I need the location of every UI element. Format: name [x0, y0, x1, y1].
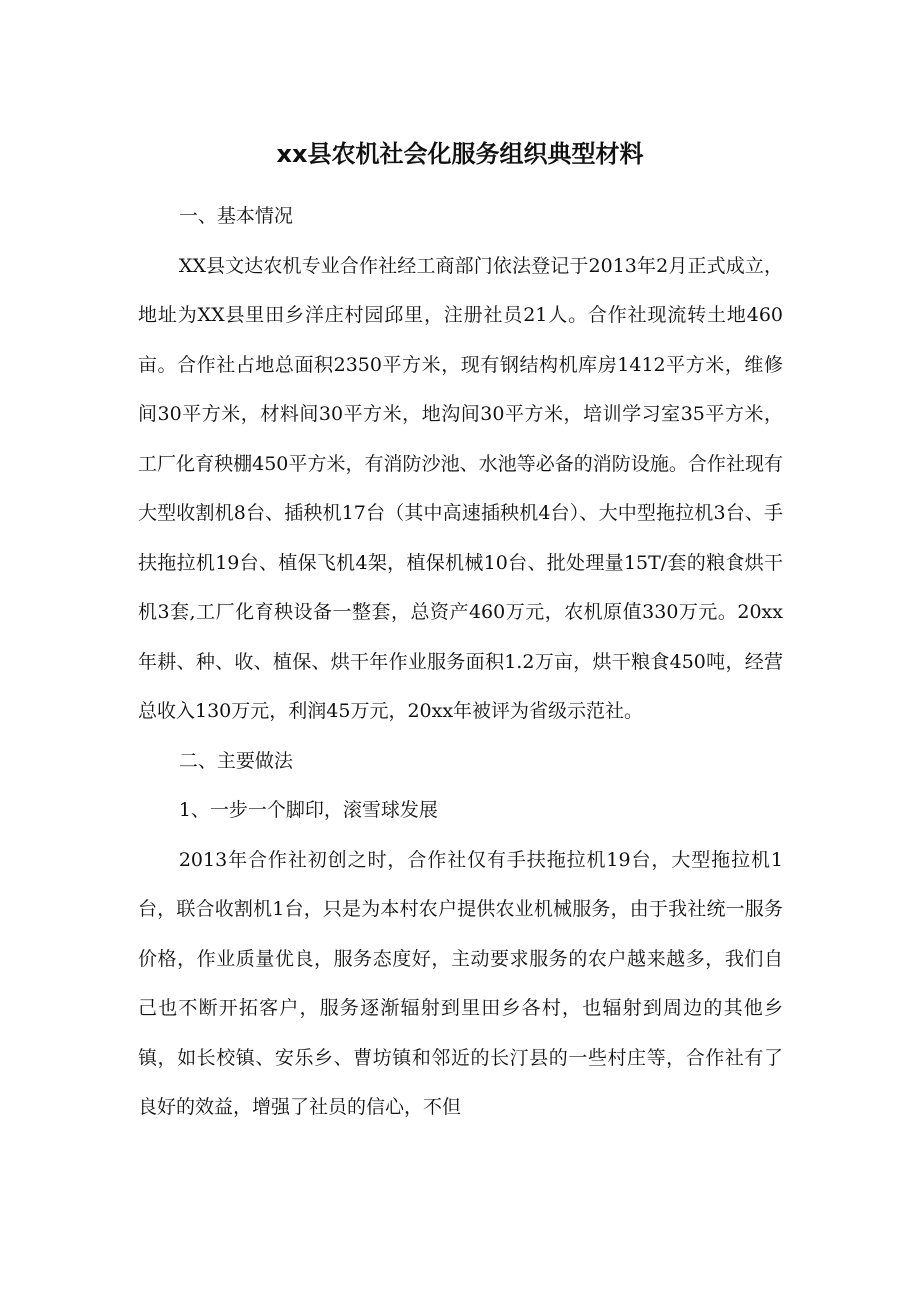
section-heading-main-practices: 二、主要做法 [178, 749, 293, 772]
document-body [138, 192, 783, 1133]
subsection-heading-step-by-step: 1、一步一个脚印，滚雪球发展 [178, 799, 438, 821]
document-title: xx县农机社会化服务组织典型材料 [276, 140, 644, 168]
section-heading-basic-info: 一、基本情况 [178, 205, 293, 227]
paragraph-basic-info: XX县文达农机专业合作社经工商部门依法登记于2013年2月正式成立，地址为XX县里田乡洋庄村园邱里，注册社员21人。合作社现流转土地460亩。合作社占地总面积2350平方米，现有钢结构机库房1412平方米，维修间30平方米，材料间30平方米，地沟间30平方米，培训学习室35平方米，工厂化育秧棚450平方米，有消防沙池、水池等必备的消防设施。合作社现有大型收割机8台、插秧机17台（其中高速插秧机4台）、大中型拖拉机3台、手扶拖拉机19台、植保飞机4架，植保机械10台、批处理量15T/套的粮食烘干机3套,工厂化育秧设备一整套，总资产460万元，农机原值330万元。20xx年耕、种、收、植保、烘干年作业服务面积1.2万亩，烘干粮食450吨，经营总收入130万元，利润45万元，20xx年被评为省级示范社。 [138, 254, 783, 722]
paragraph-development-history: 2013年合作社初创之时，合作社仅有手扶拖拉机19台，大型拖拉机1台，联合收割机1台，只是为本村农户提供农业机械服务，由于我社统一服务价格，作业质量优良，服务态度好，主动要求服务的农户越来越多，我们自己也不断开拓客户，服务逐渐辐射到里田乡各村，也辐射到周边的其他乡镇，如长校镇、安乐乡、曹坊镇和邻近的长汀县的一些村庄等，合作社有了良好的效益，增强了社员的信心，不但 [138, 848, 783, 1118]
